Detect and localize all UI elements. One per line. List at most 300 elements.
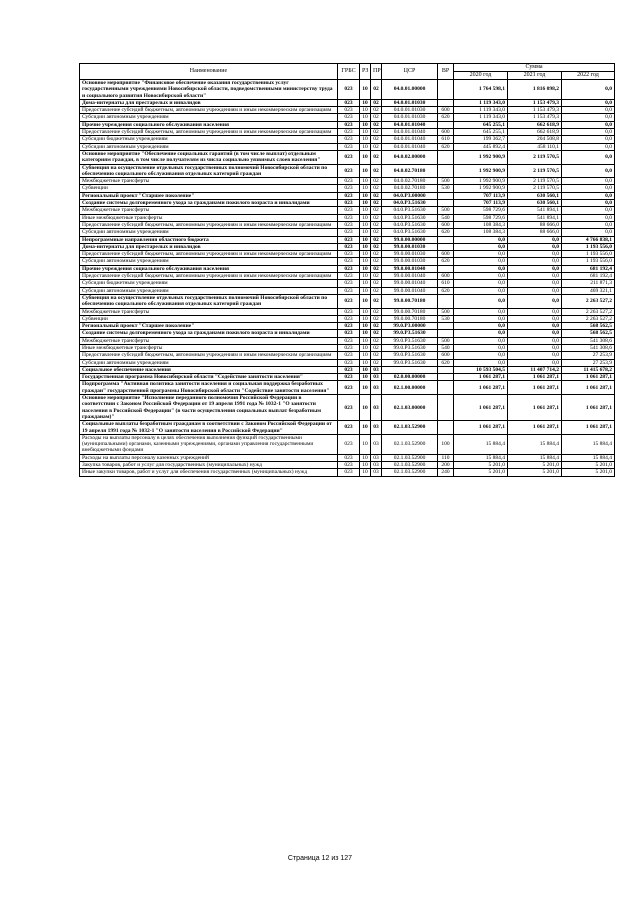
row-name: Межбюджетные трансферты (80, 308, 338, 315)
table-row (80, 164, 615, 178)
row-rz: 10 (360, 395, 371, 421)
row-sum-2020: 598 729,6 (454, 214, 508, 221)
row-rz: 10 (360, 359, 371, 366)
row-sum-2021: 541 894,1 (508, 207, 562, 214)
row-sum-2020: 5 201,0 (454, 469, 508, 476)
row-sum-2020: 1 061 287,1 (454, 381, 508, 395)
row-rz: 10 (360, 221, 371, 228)
table-row (80, 315, 615, 322)
row-csr: 02.0.00.00000 (382, 374, 438, 381)
row-vr: 600 (438, 107, 454, 114)
row-vr: 610 (438, 136, 454, 143)
row-sum-2021: 0,0 (508, 243, 562, 250)
row-rz: 10 (360, 366, 371, 373)
row-name: Создание системы долговременного ухода за гражданами пожилого возраста и инвалидами (80, 330, 338, 337)
row-name: Межбюджетные трансферты (80, 178, 338, 185)
row-grbs: 023 (338, 462, 360, 469)
row-pr: 02 (371, 337, 382, 344)
row-sum-2022: 0,0 (562, 178, 615, 185)
table-row (80, 359, 615, 366)
row-name: Создание системы долговременного ухода за гражданами пожилого возраста и инвалидами (80, 200, 338, 207)
row-sum-2022: 568 562,5 (562, 323, 615, 330)
table-row (80, 243, 615, 250)
row-sum-2020: 1 119 343,0 (454, 114, 508, 121)
row-rz: 10 (360, 129, 371, 136)
table-row (80, 434, 615, 454)
row-sum-2021: 1 153 479,3 (508, 99, 562, 106)
row-grbs: 023 (338, 214, 360, 221)
table-row (80, 107, 615, 114)
row-grbs: 023 (338, 344, 360, 351)
row-vr: 610 (438, 280, 454, 287)
row-name: Субсидии бюджетным учреждениям (80, 136, 338, 143)
row-sum-2021: 11 407 714,2 (508, 366, 562, 373)
row-grbs: 023 (338, 273, 360, 280)
row-grbs: 023 (338, 164, 360, 178)
row-rz: 10 (360, 421, 371, 435)
row-name: Субсидии автономным учреждениям (80, 229, 338, 236)
row-vr: 530 (438, 185, 454, 192)
row-vr: 110 (438, 454, 454, 461)
row-vr: 500 (438, 207, 454, 214)
row-name: Расходы на выплаты персоналу в целях обеспечения выполнения функций государственными (муниципальными) органами, казенными учреждениями, органами управления государственными внебюджетными фондами (80, 434, 338, 454)
row-vr (438, 366, 454, 373)
row-name: Прочие учреждения социального обслуживания населения (80, 121, 338, 128)
row-vr: 240 (438, 469, 454, 476)
header-csr: ЦСР (382, 64, 438, 80)
row-vr: 200 (438, 462, 454, 469)
row-pr: 02 (371, 185, 382, 192)
row-pr: 02 (371, 352, 382, 359)
row-rz: 10 (360, 265, 371, 272)
row-name: Региональный проект "Старшее поколение" (80, 323, 338, 330)
row-sum-2021: 0,0 (508, 265, 562, 272)
row-sum-2022: 0,0 (562, 200, 615, 207)
row-vr: 500 (438, 178, 454, 185)
table-row (80, 337, 615, 344)
row-grbs: 023 (338, 107, 360, 114)
table-row (80, 273, 615, 280)
row-name: Прочие учреждения социального обслуживания населения (80, 265, 338, 272)
row-csr: 99.0.00.00000 (382, 236, 438, 243)
row-csr: 02.1.03.00000 (382, 395, 438, 421)
row-grbs: 023 (338, 258, 360, 265)
table-body (80, 80, 615, 477)
row-pr: 03 (371, 454, 382, 461)
row-sum-2022: 0,0 (562, 221, 615, 228)
row-sum-2021: 0,0 (508, 330, 562, 337)
row-rz: 10 (360, 121, 371, 128)
table-row (80, 207, 615, 214)
row-vr: 620 (438, 114, 454, 121)
row-vr: 600 (438, 221, 454, 228)
header-year-2022: 2022 год (562, 72, 615, 80)
row-name: Региональный проект "Старшее поколение" (80, 192, 338, 199)
row-sum-2021: 15 884,4 (508, 434, 562, 454)
row-pr: 02 (371, 315, 382, 322)
row-sum-2020: 0,0 (454, 359, 508, 366)
row-vr (438, 243, 454, 250)
row-pr: 03 (371, 366, 382, 373)
row-sum-2021: 0,0 (508, 258, 562, 265)
row-grbs: 023 (338, 366, 360, 373)
row-sum-2022: 1 061 287,1 (562, 421, 615, 435)
row-sum-2020: 0,0 (454, 315, 508, 322)
row-rz: 10 (360, 454, 371, 461)
row-sum-2020: 1 061 287,1 (454, 421, 508, 435)
row-sum-2020: 1 992 900,9 (454, 150, 508, 164)
row-rz: 10 (360, 258, 371, 265)
table-row (80, 421, 615, 435)
row-pr: 02 (371, 192, 382, 199)
row-grbs: 023 (338, 323, 360, 330)
row-rz: 10 (360, 99, 371, 106)
row-grbs: 023 (338, 143, 360, 150)
row-sum-2022: 0,0 (562, 129, 615, 136)
row-name: Иные межбюджетные трансферты (80, 344, 338, 351)
row-name: Межбюджетные трансферты (80, 207, 338, 214)
row-rz: 10 (360, 374, 371, 381)
row-grbs: 023 (338, 178, 360, 185)
row-csr: 04.0.02.70180 (382, 185, 438, 192)
header-pr: ПР (371, 64, 382, 80)
row-vr: 500 (438, 308, 454, 315)
table-row (80, 136, 615, 143)
row-csr: 02.1.03.52900 (382, 454, 438, 461)
row-pr: 02 (371, 178, 382, 185)
row-rz: 10 (360, 381, 371, 395)
row-sum-2022: 0,0 (562, 192, 615, 199)
row-name: Субсидии бюджетным учреждениям (80, 280, 338, 287)
row-sum-2021: 1 061 287,1 (508, 381, 562, 395)
row-sum-2021: 2 119 570,5 (508, 178, 562, 185)
row-sum-2020: 108 384,3 (454, 221, 508, 228)
row-sum-2021: 0,0 (508, 236, 562, 243)
row-vr (438, 150, 454, 164)
row-csr: 99.0.00.70180 (382, 308, 438, 315)
row-csr: 04.0.01.01040 (382, 143, 438, 150)
row-pr: 02 (371, 344, 382, 351)
row-pr: 02 (371, 308, 382, 315)
row-pr: 03 (371, 381, 382, 395)
row-vr (438, 294, 454, 308)
table-row (80, 258, 615, 265)
row-rz: 10 (360, 150, 371, 164)
row-csr: 99.0.00.01040 (382, 287, 438, 294)
page-footer: Страница 12 из 127 (287, 855, 353, 862)
row-sum-2022: 1 193 556,0 (562, 251, 615, 258)
row-name: Субвенция на осуществление отдельных государственных полномочий Новосибирской области по обеспечению социального обслуживания отдельных категорий граждан (80, 294, 338, 308)
row-rz: 10 (360, 214, 371, 221)
row-rz: 10 (360, 330, 371, 337)
row-sum-2021: 541 894,1 (508, 214, 562, 221)
row-sum-2022: 27 253,9 (562, 352, 615, 359)
row-pr: 03 (371, 462, 382, 469)
row-sum-2020: 0,0 (454, 337, 508, 344)
row-vr (438, 381, 454, 395)
row-name: Дома-интернаты для престарелых и инвалидов (80, 243, 338, 250)
row-sum-2022: 4 766 838,1 (562, 236, 615, 243)
row-pr: 02 (371, 243, 382, 250)
table-row (80, 200, 615, 207)
row-grbs: 023 (338, 221, 360, 228)
table-row (80, 143, 615, 150)
row-pr: 02 (371, 114, 382, 121)
table-row (80, 251, 615, 258)
row-sum-2020: 1 992 900,9 (454, 178, 508, 185)
row-sum-2021: 2 119 570,5 (508, 185, 562, 192)
row-sum-2021: 0,0 (508, 352, 562, 359)
row-sum-2022: 0,0 (562, 114, 615, 121)
row-rz: 10 (360, 344, 371, 351)
row-csr: 99.0.00.01040 (382, 280, 438, 287)
row-csr: 04.0.P3.00000 (382, 192, 438, 199)
row-name: Субсидии автономным учреждениям (80, 359, 338, 366)
row-name: Субсидии автономным учреждениям (80, 287, 338, 294)
row-sum-2020: 0,0 (454, 243, 508, 250)
row-name: Предоставление субсидий бюджетным, автономным учреждениям и иным некоммерческим организациям (80, 251, 338, 258)
row-grbs: 023 (338, 381, 360, 395)
row-name: Предоставление субсидий бюджетным, автономным учреждениям и иным некоммерческим организациям (80, 273, 338, 280)
row-rz: 10 (360, 308, 371, 315)
row-name: Субсидии автономным учреждениям (80, 143, 338, 150)
header-grbs: ГРБС (338, 64, 360, 80)
row-csr: 04.0.02.00000 (382, 150, 438, 164)
row-grbs: 023 (338, 229, 360, 236)
table-row (80, 280, 615, 287)
row-csr: 99.0.00.70180 (382, 294, 438, 308)
row-sum-2020: 645 255,1 (454, 121, 508, 128)
row-csr: 04.0.02.70180 (382, 164, 438, 178)
table-header (80, 64, 615, 80)
row-name: Социальные выплаты безработным гражданам в соответствии с Законом Российской Федерации от 19 апреля 1991 года № 1032-1 "О занятости населения в Российской Федерации" (80, 421, 338, 435)
row-vr: 620 (438, 143, 454, 150)
row-sum-2022: 681 192,4 (562, 273, 615, 280)
row-vr: 540 (438, 214, 454, 221)
row-csr: 04.0.01.00000 (382, 80, 438, 100)
row-vr: 620 (438, 258, 454, 265)
table-row (80, 308, 615, 315)
row-pr: 02 (371, 214, 382, 221)
row-vr: 530 (438, 315, 454, 322)
row-sum-2022: 0,0 (562, 107, 615, 114)
row-pr: 02 (371, 129, 382, 136)
row-name: Субсидии автономным учреждениям (80, 114, 338, 121)
row-grbs: 023 (338, 421, 360, 435)
row-vr (438, 323, 454, 330)
row-pr: 02 (371, 221, 382, 228)
row-grbs: 023 (338, 243, 360, 250)
row-name: Дома-интернаты для престарелых и инвалидов (80, 99, 338, 106)
row-sum-2022: 0,0 (562, 121, 615, 128)
row-sum-2021: 662 618,9 (508, 129, 562, 136)
row-vr (438, 192, 454, 199)
row-name: Субвенции (80, 185, 338, 192)
table-row (80, 294, 615, 308)
row-sum-2022: 1 193 556,0 (562, 243, 615, 250)
row-rz: 10 (360, 287, 371, 294)
row-vr (438, 374, 454, 381)
row-csr: 99.0.00.01030 (382, 258, 438, 265)
row-grbs: 023 (338, 308, 360, 315)
row-pr: 02 (371, 280, 382, 287)
row-sum-2022: 0,0 (562, 229, 615, 236)
row-pr: 02 (371, 136, 382, 143)
row-sum-2022: 681 192,4 (562, 265, 615, 272)
row-csr: 99.0.00.01040 (382, 273, 438, 280)
row-sum-2021: 0,0 (508, 359, 562, 366)
row-sum-2021: 0,0 (508, 344, 562, 351)
row-pr: 02 (371, 273, 382, 280)
row-sum-2022: 5 201,0 (562, 469, 615, 476)
row-csr: 04.0.P3.51630 (382, 207, 438, 214)
row-sum-2020: 645 255,1 (454, 129, 508, 136)
row-csr: 04.0.01.01030 (382, 114, 438, 121)
row-sum-2020: 0,0 (454, 280, 508, 287)
row-rz: 10 (360, 164, 371, 178)
row-sum-2020: 1 992 900,9 (454, 185, 508, 192)
table-row (80, 80, 615, 100)
header-year-2020: 2020 год (454, 72, 508, 80)
row-sum-2021: 1 153 479,3 (508, 114, 562, 121)
row-sum-2022: 0,0 (562, 185, 615, 192)
row-sum-2021: 2 119 570,5 (508, 150, 562, 164)
row-sum-2022: 0,0 (562, 99, 615, 106)
row-pr: 02 (371, 265, 382, 272)
row-vr (438, 99, 454, 106)
row-csr: 99.0.P3.51630 (382, 352, 438, 359)
row-sum-2021: 5 201,0 (508, 462, 562, 469)
row-rz: 10 (360, 469, 371, 476)
row-grbs: 023 (338, 434, 360, 454)
table-row (80, 323, 615, 330)
table-row (80, 129, 615, 136)
row-grbs: 023 (338, 265, 360, 272)
row-sum-2021: 0,0 (508, 315, 562, 322)
row-csr: 99.0.00.01040 (382, 265, 438, 272)
row-sum-2021: 1 153 479,3 (508, 107, 562, 114)
row-csr: 99.0.00.01030 (382, 243, 438, 250)
header-year-2021: 2021 год (508, 72, 562, 80)
row-sum-2021: 0,0 (508, 337, 562, 344)
row-sum-2022: 0,0 (562, 164, 615, 178)
row-rz: 10 (360, 143, 371, 150)
table-row (80, 381, 615, 395)
table-row (80, 178, 615, 185)
row-name: Субсидии автономным учреждениям (80, 258, 338, 265)
row-pr: 03 (371, 374, 382, 381)
budget-table (79, 63, 615, 477)
row-sum-2020: 0,0 (454, 287, 508, 294)
row-sum-2020: 108 384,3 (454, 229, 508, 236)
row-sum-2020: 15 884,4 (454, 454, 508, 461)
row-rz: 10 (360, 136, 371, 143)
row-sum-2021: 88 666,0 (508, 221, 562, 228)
row-sum-2022: 541 308,6 (562, 337, 615, 344)
row-grbs: 023 (338, 337, 360, 344)
row-sum-2022: 0,0 (562, 136, 615, 143)
row-csr: 99.0.P3.00000 (382, 323, 438, 330)
row-sum-2022: 11 415 678,2 (562, 366, 615, 373)
row-sum-2021: 630 560,1 (508, 192, 562, 199)
row-name: Предоставление субсидий бюджетным, автономным учреждениям и иным некоммерческим организациям (80, 221, 338, 228)
row-csr: 02.1.03.52900 (382, 462, 438, 469)
row-vr: 100 (438, 434, 454, 454)
table-row (80, 192, 615, 199)
row-grbs: 023 (338, 469, 360, 476)
row-name: Основное мероприятие "Исполнение переданного полномочия Российской Федерации в соответствии с Законом Российской Федерации от 19 апреля 1991 года № 1032-1 "О занятости населения в Российской Федерации" (в части осуществления социальных выплат безработным гражданам)" (80, 395, 338, 421)
row-rz: 10 (360, 251, 371, 258)
row-sum-2021: 0,0 (508, 308, 562, 315)
row-sum-2020: 0,0 (454, 344, 508, 351)
row-sum-2021: 1 061 287,1 (508, 395, 562, 421)
row-rz: 10 (360, 114, 371, 121)
row-pr: 02 (371, 294, 382, 308)
row-grbs: 023 (338, 352, 360, 359)
row-name: Предоставление субсидий бюджетным, автономным учреждениям и иным некоммерческим организациям (80, 107, 338, 114)
row-grbs: 023 (338, 236, 360, 243)
table-row (80, 374, 615, 381)
row-name: Основное мероприятие "Финансовое обеспечение оказания государственных услуг государственными учреждениями Новосибирской области, подведомственными министерству труда и социального развития Новосибирской области" (80, 80, 338, 100)
table-row (80, 121, 615, 128)
row-sum-2021: 0,0 (508, 251, 562, 258)
row-name: Закупка товаров, работ и услуг для государственных (муниципальных) нужд (80, 462, 338, 469)
row-csr: 04.0.01.01030 (382, 99, 438, 106)
row-sum-2022: 0,0 (562, 150, 615, 164)
row-rz: 10 (360, 315, 371, 322)
row-csr: 04.0.02.70180 (382, 178, 438, 185)
row-sum-2020: 0,0 (454, 236, 508, 243)
row-vr: 500 (438, 337, 454, 344)
row-sum-2020: 445 892,4 (454, 143, 508, 150)
row-rz: 10 (360, 178, 371, 185)
row-vr: 600 (438, 129, 454, 136)
row-sum-2020: 1 061 287,1 (454, 395, 508, 421)
row-sum-2021: 15 884,4 (508, 454, 562, 461)
row-vr (438, 330, 454, 337)
row-sum-2022: 568 562,5 (562, 330, 615, 337)
row-csr: 04.0.01.01030 (382, 107, 438, 114)
row-name: Расходы на выплаты персоналу казенных учреждений (80, 454, 338, 461)
row-sum-2021: 1 061 287,1 (508, 421, 562, 435)
row-csr: 04.0.01.01040 (382, 136, 438, 143)
table-row (80, 330, 615, 337)
row-sum-2021: 2 119 570,5 (508, 164, 562, 178)
row-rz: 10 (360, 337, 371, 344)
row-name: Иные межбюджетные трансферты (80, 214, 338, 221)
row-grbs: 023 (338, 185, 360, 192)
row-vr: 600 (438, 352, 454, 359)
row-grbs: 023 (338, 359, 360, 366)
row-grbs: 023 (338, 80, 360, 100)
row-sum-2022: 2 263 527,2 (562, 308, 615, 315)
row-pr: 02 (371, 164, 382, 178)
row-sum-2022: 0,0 (562, 80, 615, 100)
table-row (80, 287, 615, 294)
row-pr: 03 (371, 395, 382, 421)
row-grbs: 023 (338, 395, 360, 421)
row-sum-2022: 1 061 287,1 (562, 381, 615, 395)
row-rz: 10 (360, 323, 371, 330)
table-row (80, 395, 615, 421)
row-sum-2020: 0,0 (454, 273, 508, 280)
row-grbs: 023 (338, 114, 360, 121)
row-csr: 99.0.00.70180 (382, 315, 438, 322)
row-sum-2020: 5 201,0 (454, 462, 508, 469)
row-vr (438, 200, 454, 207)
row-pr: 02 (371, 229, 382, 236)
row-sum-2020: 199 362,7 (454, 136, 508, 143)
